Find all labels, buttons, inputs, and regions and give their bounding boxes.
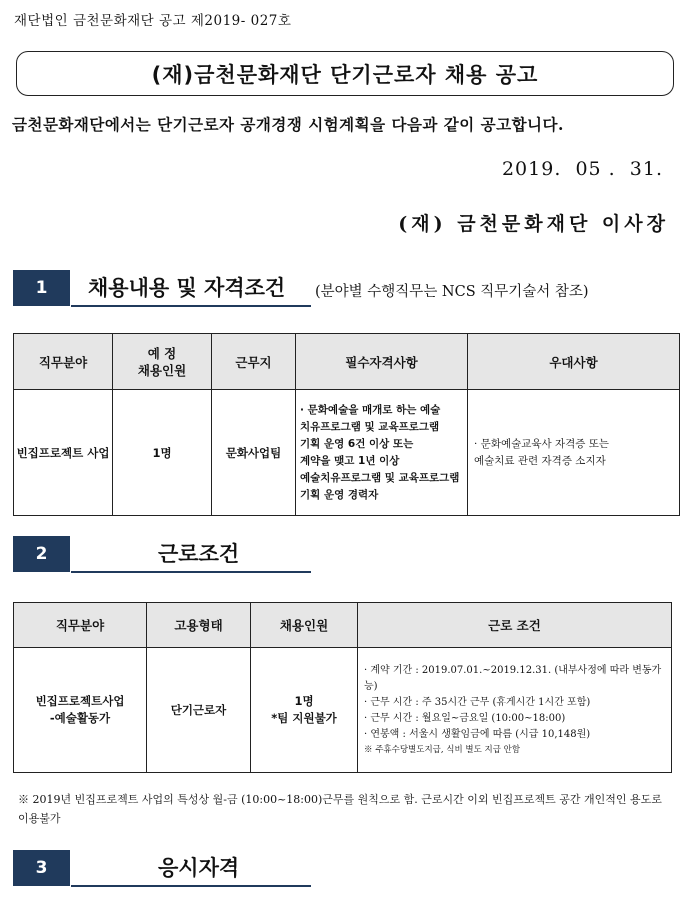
field-text: 빈집프로젝트사업 -예술활동가 — [35, 694, 125, 725]
cell-count — [251, 648, 358, 773]
section-title: 근로조건 — [158, 542, 240, 566]
conditions-text: · 계약 기간 : 2019.07.01.~2019.12.31. (내부사정에 따라 변동가능) · 근무 시간 : 주 35시간 근무 (휴게시간 1시간 포함) · 근무 시간 : 월요일~금요일 (10:00~18:00) · 연봉액 : 서울시 생활임금에 따름 (시급 10,148원) — [364, 665, 662, 740]
cell-field — [14, 648, 147, 773]
cell-requirements — [296, 390, 468, 516]
section-underline — [71, 571, 311, 573]
section-number-badge: 3 — [13, 850, 70, 886]
section-1-header — [13, 270, 633, 306]
section-3-header — [13, 850, 333, 886]
header-cell: 근로 조건 — [358, 603, 672, 648]
cell-location: 문화사업팀 — [212, 390, 296, 516]
requirements-text: · 문화예술을 매개로 하는 예술 치유프로그램 및 교육프로그램 기획 운영 6건 이상 또는 계약을 맺고 1년 이상 예술치유프로그램 및 교육프로그램 기획 운영 경력자 — [300, 403, 460, 501]
table-header-row — [14, 603, 672, 648]
section-number-badge: 1 — [13, 270, 70, 306]
intro-text: 금천문화재단에서는 단기근로자 공개경쟁 시험계획을 다음과 같이 공고합니다. — [12, 115, 564, 134]
cell-field: 빈집프로젝트 사업 — [14, 390, 113, 516]
header-cell: 우대사항 — [468, 334, 680, 390]
section-title: 응시자격 — [158, 856, 240, 880]
table-header-row — [14, 334, 680, 390]
header-cell: 직무분야 — [14, 334, 113, 390]
footnote: ※ 2019년 빈집프로젝트 사업의 특성상 월-금 (10:00~18:00)근무를 원칙으로 함. 근로시간 이외 빈집프로젝트 공간 개인적인 용도로 이용불가 — [18, 793, 662, 825]
cell-type: 단기근로자 — [147, 648, 251, 773]
header-cell: 직무분야 — [14, 603, 147, 648]
cell-conditions — [358, 648, 672, 773]
section-underline — [71, 885, 311, 887]
recruitment-table — [13, 333, 680, 516]
header-cell-text: 예 정 채용인원 — [137, 345, 187, 378]
notice-number: 재단법인 금천문화재단 공고 제2019- 027호 — [14, 13, 292, 29]
conditions-table — [13, 602, 672, 773]
signer: (재) 금천문화재단 이사장 — [398, 213, 669, 235]
header-cell: 필수자격사항 — [296, 334, 468, 390]
count-text: 1명 *팀 지원불가 — [271, 694, 337, 725]
header-cell: 고용형태 — [147, 603, 251, 648]
header-cell — [113, 334, 212, 390]
section-2-header — [13, 536, 333, 572]
cell-preferences — [468, 390, 680, 516]
header-cell: 근무지 — [212, 334, 296, 390]
table-row — [14, 648, 672, 773]
header-cell: 채용인원 — [251, 603, 358, 648]
section-number-badge: 2 — [13, 536, 70, 572]
cell-count: 1명 — [113, 390, 212, 516]
notice-date: 2019. 05 . 31. — [501, 158, 663, 180]
table-row — [14, 390, 680, 516]
page-title: (재)금천문화재단 단기근로자 채용 공고 — [151, 62, 539, 87]
section-title: 채용내용 및 자격조건 — [88, 276, 286, 300]
title-box — [16, 51, 674, 96]
preferences-text: · 문화예술교육사 자격증 또는 예술치료 관련 자격증 소지자 — [474, 437, 610, 467]
section-underline — [71, 305, 311, 307]
section-note: (분야별 수행직무는 NCS 직무기술서 참조) — [315, 284, 589, 300]
conditions-note: ※ 주휴수당별도지급, 식비 별도 지급 안함 — [364, 745, 521, 755]
